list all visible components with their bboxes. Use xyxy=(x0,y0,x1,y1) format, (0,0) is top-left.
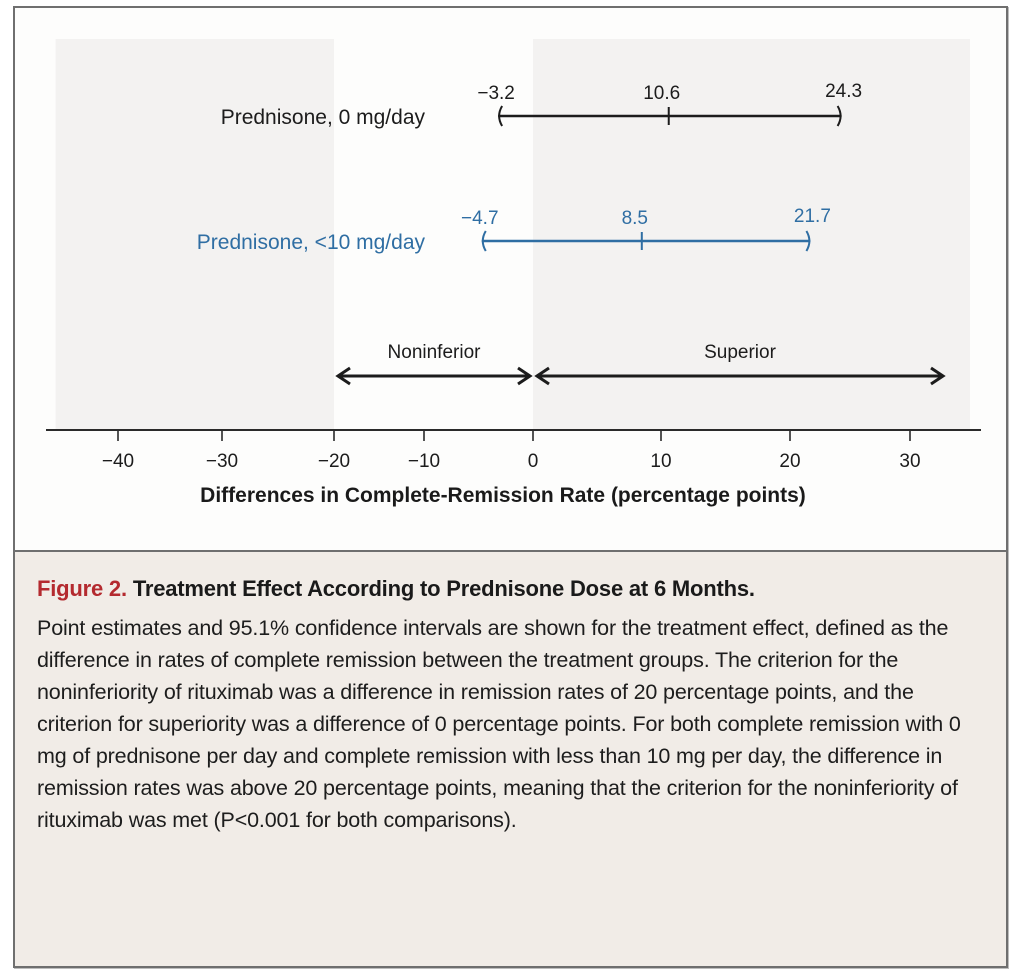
series-label: Prednisone, 0 mg/day xyxy=(220,106,425,129)
annotation-noninferior xyxy=(338,342,530,384)
ci-lower-label: −4.7 xyxy=(461,208,499,229)
x-tick-label: −10 xyxy=(407,451,441,472)
ci-lower-label: −3.2 xyxy=(477,83,515,104)
figure-frame xyxy=(13,6,1008,968)
ci-upper-label: 21.7 xyxy=(793,206,831,227)
x-tick-label: 10 xyxy=(650,451,672,472)
x-tick-label: 30 xyxy=(899,451,921,472)
ci-upper-label: 24.3 xyxy=(825,81,863,102)
forest-plot xyxy=(15,8,1006,550)
plot-area xyxy=(15,8,1006,550)
annotation-label: Noninferior xyxy=(387,342,481,363)
x-axis-label: Differences in Complete-Remission Rate (percentage points) xyxy=(200,484,806,507)
annotation-label: Superior xyxy=(704,342,776,363)
caption-title-line xyxy=(37,574,982,604)
x-tick-label: 20 xyxy=(779,451,801,472)
figure-caption xyxy=(15,550,1006,966)
x-axis xyxy=(46,430,981,472)
caption-body: Point estimates and 95.1% confidence intervals are shown for the treatment effect, defined as the difference in rates of complete remission between the treatment groups. The criterion for the noninferiority of rituximab was a difference in remission rates of 20 percentage points, and the criterion for superiority was a difference of 0 percentage points. For both complete remission with 0 mg of prednisone per day and complete remission with less than 10 mg per day, the difference in remission rates was above 20 percentage points, meaning that the criterion for the noninferiority of rituximab was met (P<0.001 for both comparisons). xyxy=(37,616,961,832)
estimate-label: 8.5 xyxy=(621,208,649,229)
x-tick-label: −30 xyxy=(205,451,239,472)
figure-label: Figure 2. xyxy=(37,576,127,601)
shaded-region-1 xyxy=(533,39,970,430)
series-label: Prednisone, <10 mg/day xyxy=(196,231,425,254)
caption-title: Treatment Effect According to Prednisone Dose at 6 Months. xyxy=(132,576,755,601)
estimate-label: 10.6 xyxy=(643,83,681,104)
x-tick-label: −40 xyxy=(101,451,135,472)
x-tick-label: −20 xyxy=(317,451,351,472)
x-tick-label: 0 xyxy=(527,451,539,472)
